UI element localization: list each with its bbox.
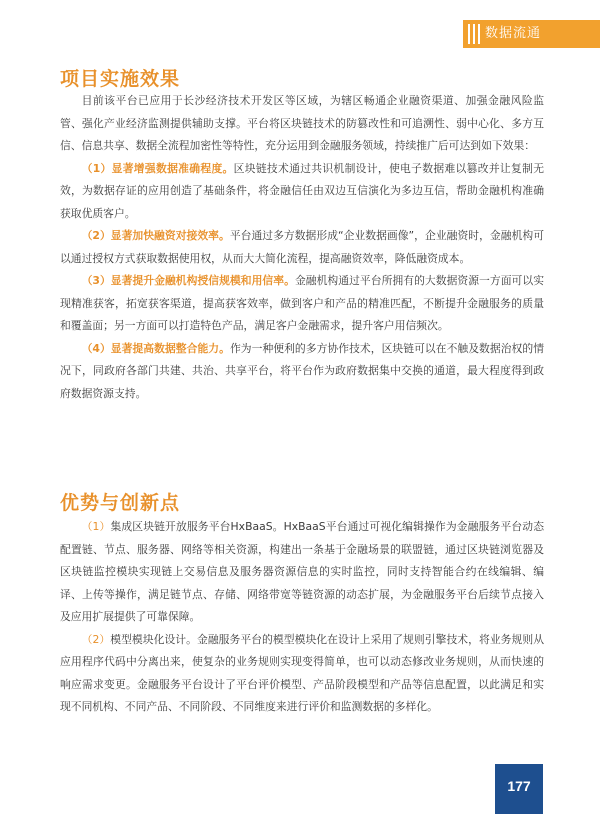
effect-item-3-highlight: （3）显著提升金融机构授信规模和用信率。 <box>81 274 295 287</box>
page-number: 177 <box>495 764 543 814</box>
effect-item-3 <box>60 270 544 338</box>
advantage-item-1-text: 集成区块链开放服务平台HxBaaS。HxBaaS平台通过可视化编辑操作为金融服务平台动态配置链、节点、服务器、网络等相关资源，构建出一条基于金融场景的联盟链，通过区块链浏览器及区块链监控模块实现链上交易信息及服务器资源信息的实时监控，同时支持智能合约在线编辑、编译、上传等操作，满足链节点、存储、网络带宽等链资源的动态扩展，为金融服务平台后续节点接入及应用扩展提供了可靠保障。 <box>60 520 545 623</box>
advantage-item-2-number: （2） <box>81 632 111 646</box>
effect-item-2-text: 平台通过多方数据形成“企业数据画像”，企业融资时，金融机构可以通过授权方式获取数据使用权，从而大大简化流程，提高融资效率，降低融资成本。 <box>60 229 545 265</box>
section-title-implementation-effects: 项目实施效果 <box>60 68 181 90</box>
advantage-item-1-number: （1） <box>81 520 111 533</box>
effect-item-3-text: 金融机构通过平台所拥有的大数据资源一方面可以实现精准获客，拓宽获客渠道，提高获客效率，做到客户和产品的精准匹配，不断提升金融服务的质量和覆盖面；另一方面可以打造特色产品，满足客户金融需求，提升客户用信频次。 <box>60 274 545 332</box>
header-title: 数据流通 <box>485 26 542 41</box>
effect-item-4 <box>60 338 544 406</box>
effect-item-1 <box>60 158 544 226</box>
header-stripes-icon <box>468 24 480 44</box>
advantage-item-1 <box>60 516 544 629</box>
effect-item-1-highlight: （1）显著增强数据准确程度。 <box>81 161 234 175</box>
advantage-item-2 <box>60 629 544 719</box>
section-body-implementation-effects <box>60 90 544 405</box>
intro-paragraph: 目前该平台已应用于长沙经济技术开发区等区域，为辖区畅通企业融资渠道、加强金融风险监管、强化产业经济监测提供辅助支撑。平台将区块链技术的防篡改性和可追溯性、弱中心化、多方互信、信息共享、数据全流程加密性等特性，充分运用到金融服务领域，持续推广后可达到如下效果： <box>60 94 544 152</box>
effect-item-1-text: 区块链技术通过共识机制设计，使电子数据难以篡改并让复制无效，为数据存证的应用创造了基础条件，将金融信任由双边互信演化为多边互信，帮助金融机构准确获取优质客户。 <box>60 161 544 220</box>
advantage-item-2-text: 模型模块化设计。金融服务平台的模型模块化在设计上采用了规则引擎技术，将业务规则从应用程序代码中分离出来，使复杂的业务规则实现变得简单，也可以动态修改业务规则，从而快速的响应需求变更。金融服务平台设计了平台评价模型、产品阶段模型和产品等信息配置，以此满足和实现不同机构、不同产品、不同阶段、不同维度来进行评价和监测数据的多样化。 <box>60 632 545 713</box>
effect-item-2 <box>60 225 544 270</box>
section-title-advantages: 优势与创新点 <box>60 492 181 514</box>
effect-item-4-highlight: （4）显著提高数据整合能力。 <box>81 341 230 355</box>
section-body-advantages <box>60 516 544 719</box>
effect-item-2-highlight: （2）显著加快融资对接效率。 <box>81 229 230 242</box>
effect-item-4-text: 作为一种便利的多方协作技术，区块链可以在不触及数据治权的情况下，同政府各部门共建、共治、共享平台，将平台作为政府数据集中交换的通道，最大程度得到政府数据资源支持。 <box>60 341 545 400</box>
header-bar <box>463 20 600 48</box>
